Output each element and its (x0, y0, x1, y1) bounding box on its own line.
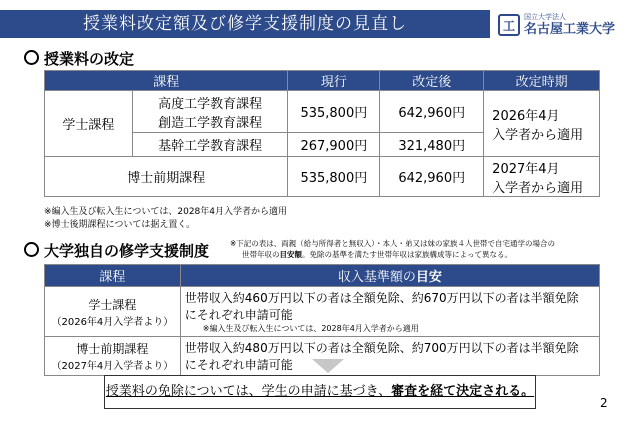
header-current: 現行 (288, 71, 380, 91)
circle-icon (24, 242, 39, 257)
header-timing: 改定時期 (484, 71, 600, 91)
cell-r1-course: 高度工学教育課程 創造工学教育課程 (132, 91, 288, 133)
row2-course: 博士前期課程 （2027年4月入学者より） (45, 337, 181, 376)
header-income: 収入基準額の目安 (180, 265, 599, 287)
header-course: 課程 (45, 71, 288, 91)
cell-r2-revised: 321,480円 (380, 133, 484, 157)
cell-r2-current: 267,900円 (288, 133, 380, 157)
cell-r1-revised: 642,960円 (380, 91, 484, 133)
seal-icon: 工 (498, 14, 520, 36)
row2-criteria: 世帯収入約480万円以下の者は全額免除、約700万円以下の者は半額免除 にそれぞれ申請可能 (180, 337, 599, 376)
logo-name: 名古屋工業大学 (524, 22, 616, 37)
cell-r3-revised: 642,960円 (380, 157, 484, 197)
section2-heading: 大学独自の修学支援制度 (24, 240, 209, 261)
cell-r1-current: 535,800円 (288, 91, 380, 133)
cell-gakushi: 学士課程 (45, 91, 133, 157)
tuition-table (44, 70, 600, 197)
cell-r3-current: 535,800円 (288, 157, 380, 197)
conclusion-box: 授業料の免除については、学生の申請に基づき、審査を経て決定される。 (104, 375, 536, 409)
section2-note: ※下記の表は、両親（給与所得者と無収入）・本人・弟又は妹の家族４人世帯で自宅通学の場合の 世帯年収の目安額。免除の基準を満たす世帯年収は家族構成等によって異なる。 (230, 239, 556, 259)
note-line: ※編入生及び転入生については、2028年4月入学者から適用 (44, 207, 287, 217)
row1-course: 学士課程 （2026年4月入学者より） (45, 287, 181, 337)
row1-criteria: 世帯収入約460万円以下の者は全額免除、約670万円以下の者は半額免除 にそれぞれ申請可能 ※編入生及び転入生については、2028年4月入学者から適用 (180, 287, 599, 337)
page-number: 2 (600, 396, 608, 410)
down-arrow-icon (312, 359, 344, 373)
university-logo (498, 12, 630, 38)
cell-r2-course: 基幹工学教育課程 (132, 133, 288, 157)
cell-r3-course: 博士前期課程 (45, 157, 288, 197)
header-revised: 改定後 (380, 71, 484, 91)
cell-r1-timing: 2026年4月 入学者から適用 (484, 91, 600, 157)
header-course: 課程 (45, 265, 181, 287)
circle-icon (24, 50, 39, 65)
section1-heading: 授業料の改定 (24, 48, 134, 69)
note-line: ※博士後期課程については据え置く。 (44, 220, 196, 230)
section1-notes (44, 206, 287, 232)
page-title: 授業料改定額及び修学支援制度の見直し (0, 10, 490, 38)
cell-r3-timing: 2027年4月 入学者から適用 (484, 157, 600, 197)
logo-small-text: 国立大学法人 (524, 13, 566, 21)
